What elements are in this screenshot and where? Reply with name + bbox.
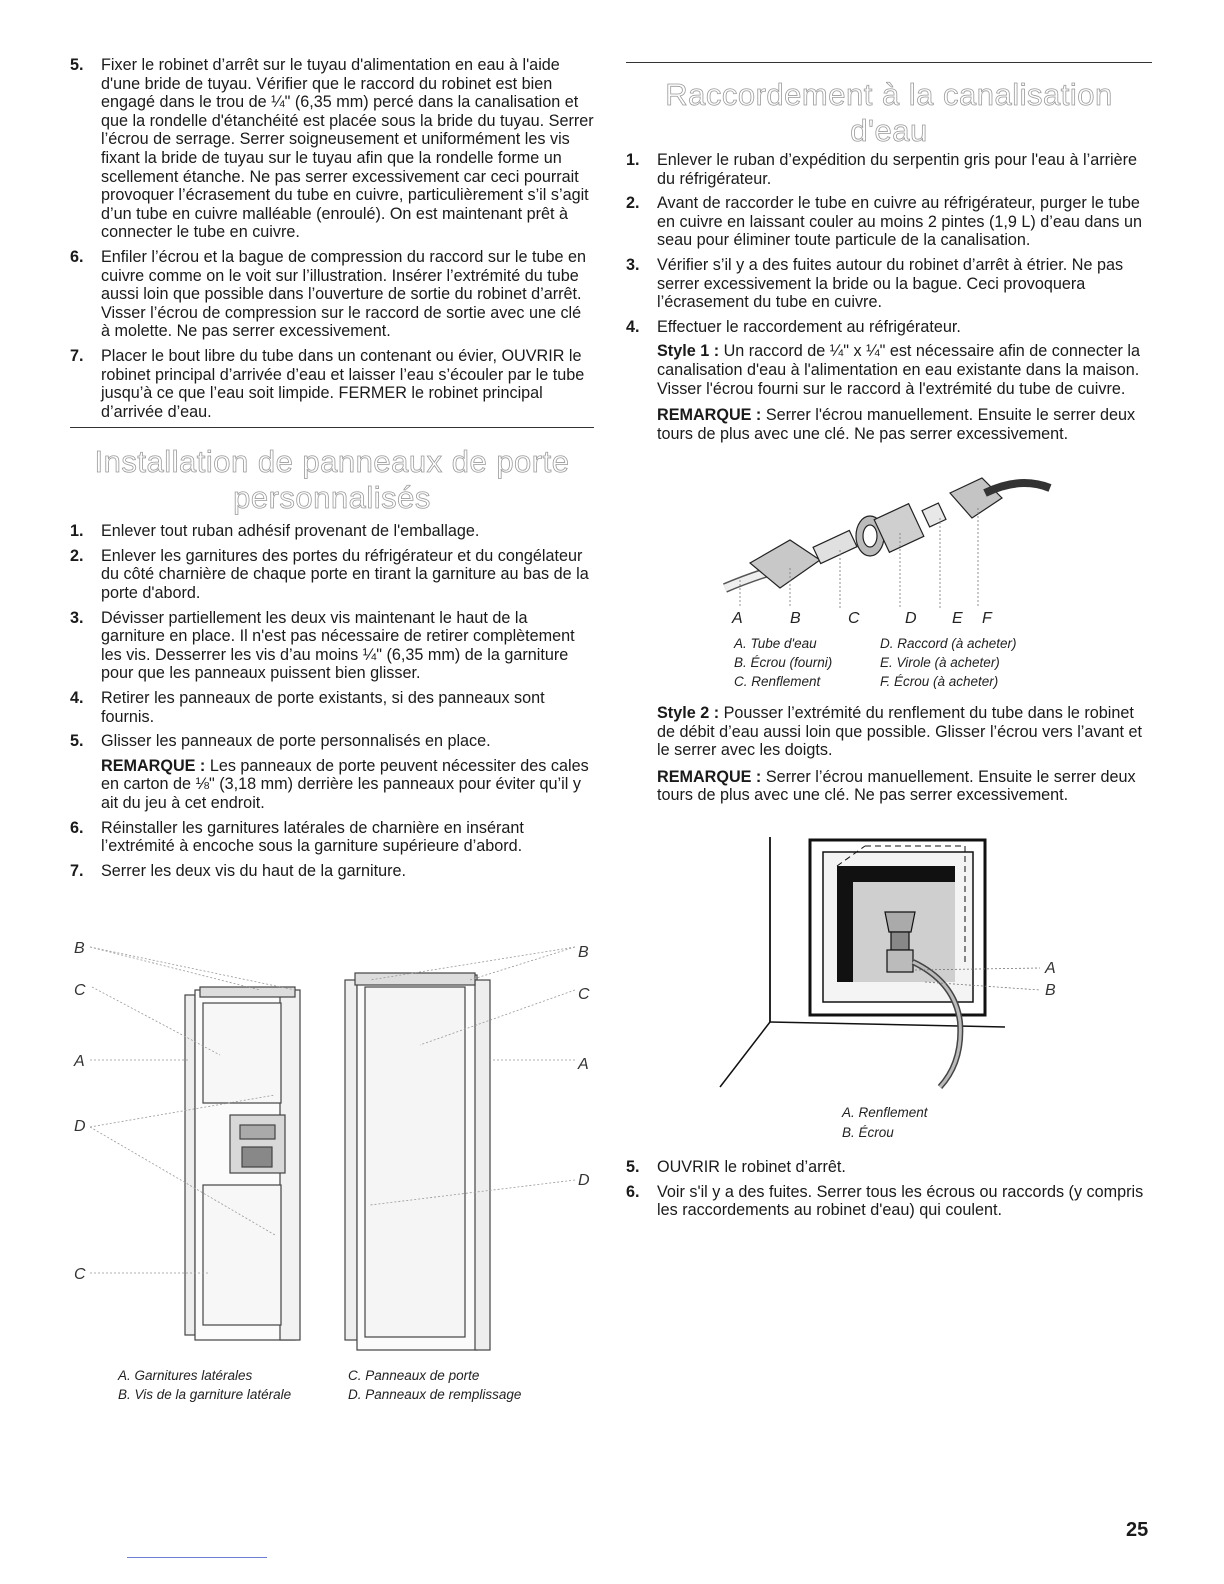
- valve-legend: [842, 1103, 992, 1143]
- fitting-legend: [734, 634, 1070, 691]
- step-number: 3.: [70, 608, 84, 627]
- note-2-paragraph: [657, 768, 1152, 805]
- right-door-panel: [365, 987, 465, 1337]
- list-item: [70, 522, 594, 541]
- note-text: Les panneaux de porte peuvent nécessiter des cales en carton de ⅛" (3,18 mm) derrière les panneaux pour éviter qu’il y ait du jeu à cet endroit.: [101, 756, 589, 812]
- valve-handle: [885, 912, 915, 932]
- step-number: 2.: [70, 546, 84, 565]
- list-item: [626, 151, 1152, 188]
- ferrule: [922, 503, 946, 527]
- list-item: [70, 347, 594, 421]
- style-2-label: Style 2 :: [657, 704, 720, 722]
- step-text: Réinstaller les garnitures latérales de charnière en insérant l’extrémité à encoche sous la garniture supérieure d’abord.: [101, 818, 524, 856]
- dispenser-outlet: [242, 1147, 272, 1167]
- dispenser-screen: [240, 1125, 275, 1139]
- right-door-side-trim: [345, 980, 357, 1340]
- legend-item: E. Virole (à acheter): [880, 655, 1000, 670]
- style-2-section: [626, 704, 1152, 813]
- section-heading-water: Raccordement à la canalisation d'eau: [665, 77, 1113, 148]
- legend-item: C. Panneaux de porte: [348, 1368, 480, 1383]
- legend-item: D. Panneaux de remplissage: [348, 1387, 522, 1402]
- step-text: Vérifier s’il y a des fuites autour du robinet d’arrêt à étrier. Ne pas serrer excessivement la bride ou la bague. Ceci provoquera l’écrasement du tube en cuivre.: [657, 255, 1124, 312]
- style-1-paragraph: [657, 342, 1152, 398]
- legend-item: C. Renflement: [734, 674, 821, 689]
- step-text: Placer le bout libre du tube dans un contenant ou évier, OUVRIR le robinet principal d’arrivée d’eau et laisser l’eau s’écouler par le tube jusqu’à ce que l’eau soit limpide. FERMER le robinet principal d’arrivée d’eau.: [101, 346, 585, 421]
- step-text: Glisser les panneaux de porte personnalisés en place.: [101, 732, 491, 751]
- step-number: 6.: [70, 818, 84, 837]
- step-text: Effectuer le raccordement au réfrigérateur.: [657, 317, 961, 336]
- step-text: Serrer les deux vis du haut de la garniture.: [101, 861, 407, 880]
- fitting-letter-a: A: [732, 610, 743, 627]
- style-1-label: Style 1 :: [657, 342, 720, 361]
- section-heading-panels: [70, 444, 594, 516]
- supply-valve-steps: [70, 56, 594, 421]
- list-item: [626, 194, 1152, 250]
- legend-item: A. Tube d'eau: [734, 636, 817, 651]
- step-number: 1.: [626, 151, 640, 169]
- step-text: Enlever les garnitures des portes du réfrigérateur et du congélateur du côté charnière de chaque porte en tirant la garniture au bas de la porte d'abord.: [101, 546, 589, 603]
- label-b-left: B: [74, 940, 85, 957]
- right-door-top-trim: [355, 973, 475, 985]
- label-d-right: D: [578, 1172, 590, 1189]
- step-number: 5.: [70, 732, 84, 751]
- list-item: [70, 732, 594, 812]
- label-c-lower: C: [74, 1266, 86, 1283]
- water-line-steps: [626, 151, 1152, 336]
- footer-rule: [127, 1557, 267, 1558]
- note-1-text: Serrer l'écrou manuellement. Ensuite le serrer deux tours de plus avec une clé. Ne pas serrer excessivement.: [657, 406, 1136, 443]
- note-2-label: REMARQUE :: [657, 767, 762, 786]
- list-item: [70, 56, 594, 242]
- list-item: [70, 862, 594, 881]
- step-number: 5.: [70, 56, 84, 74]
- note-2-text: Serrer l’écrou manuellement. Ensuite le serrer deux tours de plus avec une clé. Ne pas serrer excessivement.: [657, 767, 1136, 805]
- nut-purchased: [950, 478, 1002, 518]
- heading-line-2: personnalisés: [233, 480, 431, 516]
- list-item: [626, 318, 1152, 337]
- valve-body: [891, 932, 909, 950]
- note-label: REMARQUE :: [101, 756, 206, 775]
- fitting-letter-c: C: [848, 610, 860, 627]
- final-steps: [626, 1158, 1152, 1220]
- valve-label-b: B: [1045, 982, 1056, 999]
- legend-item: B. Écrou: [842, 1125, 894, 1140]
- legend-item: B. Écrou (fourni): [734, 655, 833, 670]
- note-1-label: REMARQUE :: [657, 406, 762, 425]
- step-number: 6.: [626, 1182, 640, 1201]
- note: [101, 757, 594, 813]
- step-number: 7.: [70, 861, 84, 880]
- door-panel-legend: [118, 1366, 568, 1404]
- note-1-paragraph: [657, 406, 1152, 443]
- step-text: Enfiler l’écrou et la bague de compression du raccord sur le tube en cuivre comme on le voit sur l’illustration. Insérer l’extrémité du tube aussi loin que possible dans l’ouverture de sortie du robinet d’arrêt. Visser l’écrou de compression sur le raccord de sortie avec une clé à molette. Ne pas serrer excessivement.: [101, 247, 587, 341]
- list-item: [70, 547, 594, 603]
- step-number: 4.: [626, 317, 640, 336]
- legend-item: B. Vis de la garniture latérale: [118, 1387, 292, 1402]
- supply-tube: [985, 483, 1050, 493]
- step-number: 6.: [70, 247, 84, 266]
- list-item: [70, 819, 594, 856]
- label-d-left: D: [74, 1118, 86, 1135]
- floor-line: [770, 1022, 1005, 1027]
- fitting-letter-e: E: [952, 610, 963, 627]
- nut-supplied: [750, 540, 820, 588]
- list-item: [626, 1183, 1152, 1220]
- label-a-left: A: [74, 1053, 85, 1070]
- list-item: [626, 256, 1152, 312]
- fitting-figure: [720, 468, 1060, 628]
- step-text: OUVRIR le robinet d’arrêt.: [657, 1158, 846, 1176]
- valve-nut: [887, 950, 913, 972]
- final-steps-section: [626, 1158, 1152, 1226]
- fitting-letter-b: B: [790, 610, 801, 627]
- label-a-right: A: [578, 1056, 589, 1073]
- label-c-right: C: [578, 986, 590, 1003]
- step-number: 1.: [70, 522, 84, 541]
- step-text: Enlever tout ruban adhésif provenant de l'emballage.: [101, 522, 480, 541]
- legend-item: D. Raccord (à acheter): [880, 636, 1017, 651]
- bulge-tube: [813, 530, 857, 563]
- step-text: Enlever le ruban d’expédition du serpentin gris pour l'eau à l’arrière du réfrigérateur.: [657, 151, 1138, 188]
- label-b-right: B: [578, 944, 589, 961]
- left-door-lower-panel: [203, 1185, 281, 1325]
- style-2-paragraph: [657, 704, 1152, 760]
- leader-line: [470, 947, 575, 980]
- list-item: [70, 609, 594, 683]
- floor-edge: [720, 1022, 770, 1087]
- left-door-top-trim: [200, 987, 295, 997]
- leader-line: [90, 947, 260, 990]
- fitting-letter-f: F: [982, 610, 992, 627]
- step-number: 2.: [626, 194, 640, 213]
- heading-line-1: Installation de panneaux de porte: [94, 444, 570, 480]
- step-number: 7.: [70, 346, 84, 365]
- step-number: 3.: [626, 255, 640, 274]
- step-text: Retirer les panneaux de porte existants, si des panneaux sont fournis.: [101, 689, 545, 726]
- style-1-text: Un raccord de ¼" x ¼" est nécessaire afin de connecter la canalisation d'eau à l'alimentation en eau existante dans la maison. Visser l'écrou fourni sur le raccord à l'extrémité du tube de cuivre.: [657, 342, 1140, 398]
- section-divider: [70, 427, 594, 428]
- right-door-trim: [475, 980, 490, 1350]
- fitting-ring-hole: [863, 525, 877, 547]
- style-2-text: Pousser l’extrémité du renflement du tube dans le robinet de débit d’eau aussi loin que possible. Glisser l’écrou vers l’avant et le serrer avec les doigts.: [657, 704, 1142, 760]
- step-number: 4.: [70, 689, 84, 708]
- step-number: 5.: [626, 1158, 640, 1176]
- list-item: [70, 248, 594, 341]
- page-number: 25: [1126, 1519, 1149, 1541]
- door-panel-figure: [70, 935, 600, 1355]
- legend-item: F. Écrou (à acheter): [880, 674, 999, 689]
- left-door-side-trim: [185, 995, 195, 1335]
- step-text: Dévisser partiellement les deux vis maintenant le haut de la garniture en place. Il n'est pas nécessaire de retirer complètement les vis. Desserrer les vis d’au moins ¼" (6,35 mm) de la garniture pour que les panneaux puissent bien glisser.: [101, 608, 575, 683]
- step-text: Fixer le robinet d’arrêt sur le tuyau d'alimentation en eau à l'aide d'une bride de tuyau. Vérifier que le raccord du robinet est bien engagé dans le trou de ¼" (6,35 mm) percé dans la canalisation et que la rondelle d'étanchéité est placée sous la bride du tuyau. Serrer l’écrou de serrage. Serrer soigneusement et uniformément les vis fixant la bride de tuyau sur le tuyau afin que la rondelle forme un scellement étanche. Ne pas serrer excessivement car ceci pourrait provoquer l’écrasement du tube en cuivre, particulièrement s’il s’agit d’un tube en cuivre malléable (enroulé). On est maintenant prêt à connecter le tube en cuivre.: [101, 56, 594, 242]
- label-c-left: C: [74, 982, 86, 999]
- leader-line: [90, 947, 295, 990]
- step-text: Avant de raccorder le tube en cuivre au réfrigérateur, purger le tube en cuivre en laissant couler au moins 2 pintes (1,9 L) d’eau dans un seau pour éliminer toute particule de la canalisation.: [657, 194, 1143, 250]
- right-column: [626, 62, 1152, 451]
- fitting-letter-d: D: [905, 610, 917, 627]
- list-item: [626, 1158, 1152, 1177]
- section-divider: [626, 62, 1152, 63]
- panel-steps: [70, 522, 594, 880]
- left-column: [70, 56, 594, 886]
- valve-figure: [715, 832, 1075, 1094]
- valve-label-a: A: [1045, 960, 1056, 977]
- step-text: Voir s'il y a des fuites. Serrer tous les écrous ou raccords (y compris les raccordements au robinet d'eau) qui coulent.: [657, 1182, 1144, 1220]
- list-item: [70, 689, 594, 726]
- left-door-upper-panel: [203, 1003, 281, 1103]
- legend-item: A. Renflement: [842, 1105, 928, 1120]
- legend-item: A. Garnitures latérales: [118, 1368, 253, 1383]
